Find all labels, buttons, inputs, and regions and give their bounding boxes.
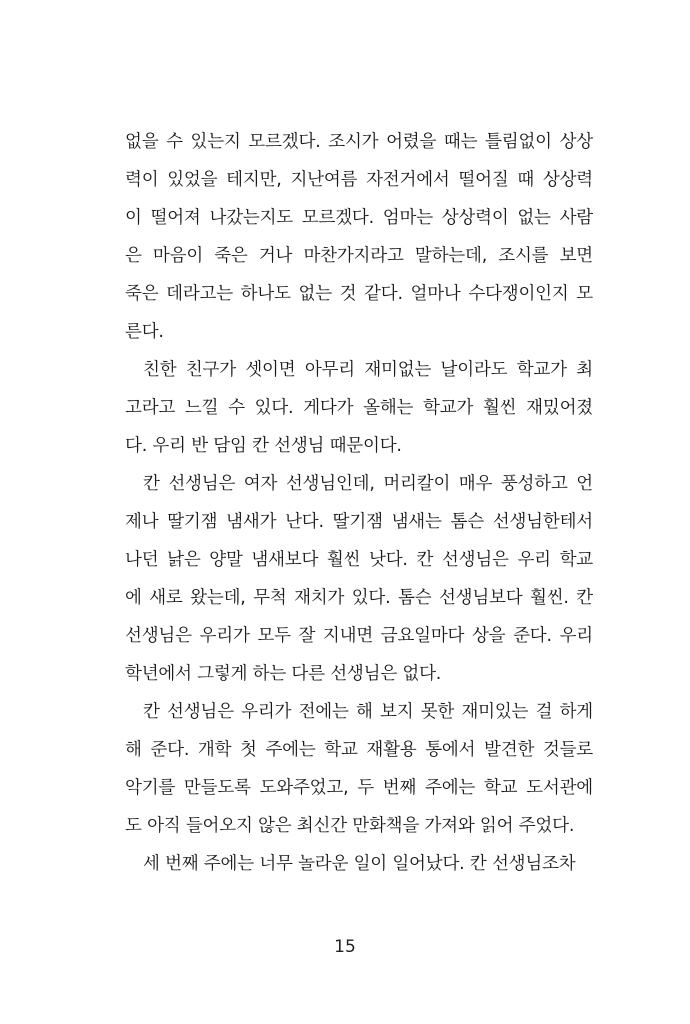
- text-line: 친한 친구가 셋이면 아무리 재미없는 날이라도 학교가 최: [143, 360, 593, 380]
- body-text: [125, 123, 593, 883]
- text-line: 없을 수 있는지 모르겠다. 조시가 어렸을 때는 틀림없이 상상: [125, 132, 593, 152]
- text-line: 고라고 느낄 수 있다. 게다가 올해는 학교가 훨씬 재밌어졌: [125, 398, 593, 418]
- text-line: 이 떨어져 나갔는지도 모르겠다. 엄마는 상상력이 없는 사람: [125, 208, 593, 228]
- text-line: 다. 우리 반 담임 칸 선생님 때문이다.: [125, 436, 402, 456]
- text-line: 력이 있었을 테지만, 지난여름 자전거에서 떨어질 때 상상력: [125, 170, 593, 190]
- text-line: 해 준다. 개학 첫 주에는 학교 재활용 통에서 발견한 것들로: [125, 740, 593, 760]
- text-line: 칸 선생님은 여자 선생님인데, 머리칼이 매우 풍성하고 언: [143, 474, 593, 494]
- text-line: 은 마음이 죽은 거나 마찬가지라고 말하는데, 조시를 보면: [125, 246, 593, 266]
- text-line: 에 새로 왔는데, 무척 재치가 있다. 톰슨 선생님보다 훨씬. 칸: [125, 588, 593, 608]
- text-line: 세 번째 주에는 너무 놀라운 일이 일어났다. 칸 선생님조차: [143, 854, 576, 874]
- text-line: 학년에서 그렇게 하는 다른 선생님은 없다.: [125, 664, 442, 684]
- text-line: 선생님은 우리가 모두 잘 지내면 금요일마다 상을 준다. 우리: [125, 626, 593, 646]
- text-line: 른다.: [125, 322, 164, 342]
- text-line: 제나 딸기잼 냄새가 난다. 딸기잼 냄새는 톰슨 선생님한테서: [125, 512, 593, 532]
- text-line: 칸 선생님은 우리가 전에는 해 보지 못한 재미있는 걸 하게: [143, 702, 593, 722]
- text-line: 도 아직 들어오지 않은 최신간 만화책을 가져와 읽어 주었다.: [125, 816, 575, 836]
- text-line: 나던 낡은 양말 냄새보다 훨씬 낫다. 칸 선생님은 우리 학교: [125, 550, 593, 570]
- page-number: 15: [334, 937, 356, 957]
- text-line: 죽은 데라고는 하나도 없는 것 같다. 얼마나 수다쟁이인지 모: [125, 284, 593, 304]
- text-line: 악기를 만들도록 도와주었고, 두 번째 주에는 학교 도서관에: [125, 778, 593, 798]
